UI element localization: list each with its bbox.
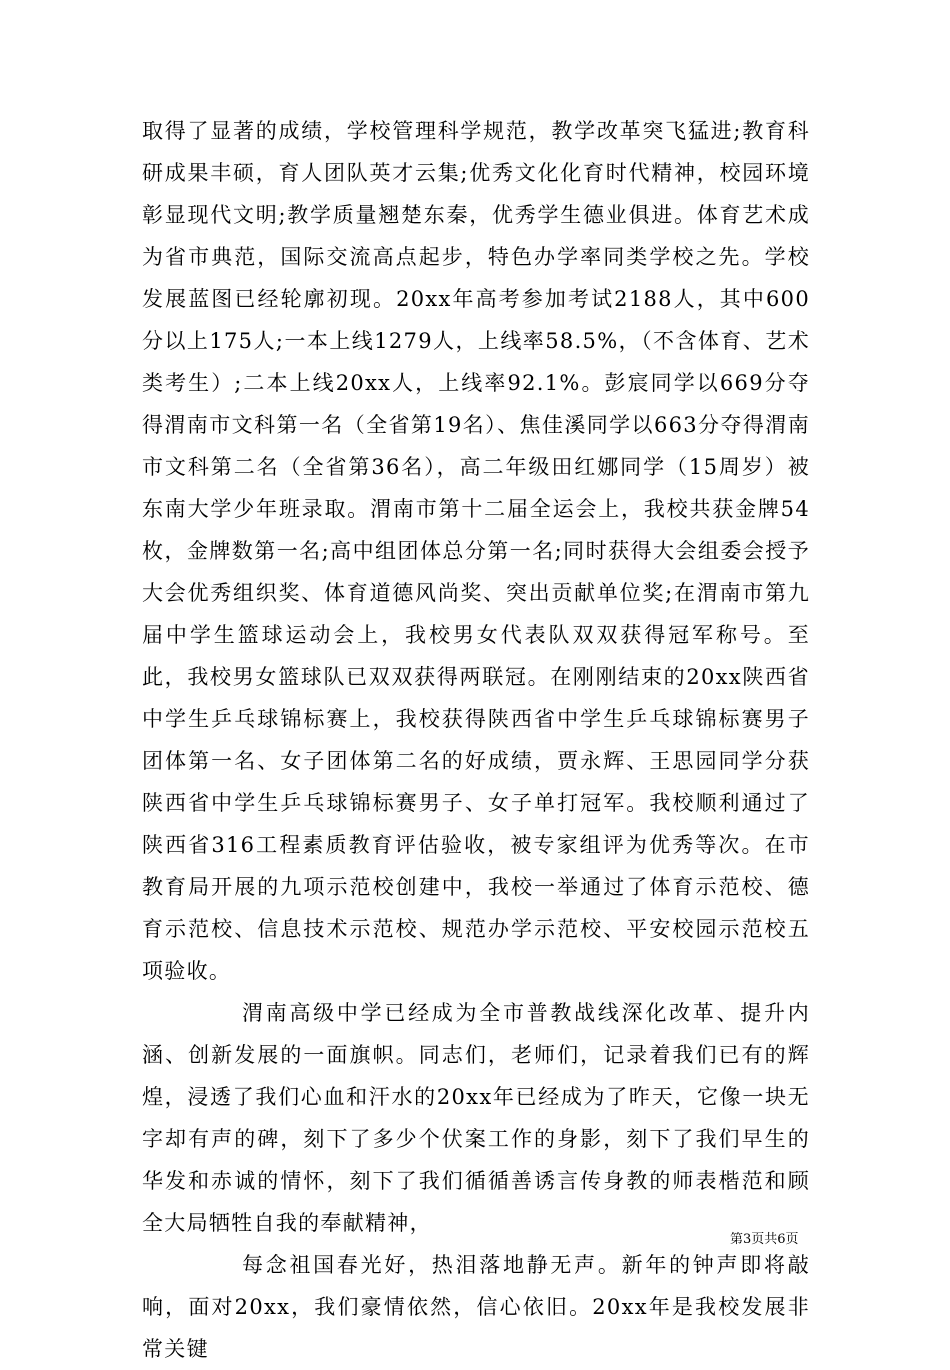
paragraph-achievements: 取得了显著的成绩，学校管理科学规范，教学改革突飞猛进;教育科研成果丰硕，育人团队英才云集;优秀文化化育时代精神，校园环境彰显现代文明;教学质量翘楚东秦，优秀学生德业俱进。体育艺术成为省市典范，国际交流高点起步，特色办学率同类学校之先。学校发展蓝图已经轮廓初现。20xx年高考参加考试2188人，其中600分以上175人;一本上线1279人，上线率58.5%，（不含体育、艺术类考生）;二本上线20xx人，上线率92.1%。彭宸同学以669分夺得渭南市文科第一名（全省第19名）、焦佳溪同学以663分夺得渭南市文科第二名（全省第36名），高二年级田红娜同学（15周岁）被东南大学少年班录取。渭南市第十二届全运会上，我校共获金牌54枚，金牌数第一名;高中组团体总分第一名;同时获得大会组委会授予大会优秀组织奖、体育道德风尚奖、突出贡献单位奖;在渭南市第九届中学生篮球运动会上，我校男女代表队双双获得冠军称号。至此，我校男女篮球队已双双获得两联冠。在刚刚结束的20xx陕西省中学生乒乓球锦标赛上，我校获得陕西省中学生乒乓球锦标赛男子团体第一名、女子团体第二名的好成绩，贾永辉、王思园同学分获陕西省中学生乒乓球锦标赛男子、女子单打冠军。我校顺利通过了陕西省316工程素质教育评估验收，被专家组评为优秀等次。在市教育局开展的九项示范校创建中，我校一举通过了体育示范校、德育示范校、信息技术示范校、规范办学示范校、平安校园示范校五项验收。 [142, 119, 810, 983]
page-number-footer: 第3页共6页 [730, 1232, 799, 1247]
document-body [142, 110, 810, 1370]
paragraph-new-year: 每念祖国春光好，热泪落地静无声。新年的钟声即将敲响，面对20xx，我们豪情依然，信心依旧。20xx年是我校发展非常关键 [142, 1253, 810, 1361]
paragraph-school-banner: 渭南高级中学已经成为全市普教战线深化改革、提升内涵、创新发展的一面旗帜。同志们，老师们，记录着我们已有的辉煌，浸透了我们心血和汗水的20xx年已经成为了昨天，它像一块无字却有声的碑，刻下了多少个伏案工作的身影，刻下了我们早生的华发和赤诚的情怀，刻下了我们循循善诱言传身教的师表楷范和顾全大局牺牲自我的奉献精神， [142, 1001, 810, 1235]
